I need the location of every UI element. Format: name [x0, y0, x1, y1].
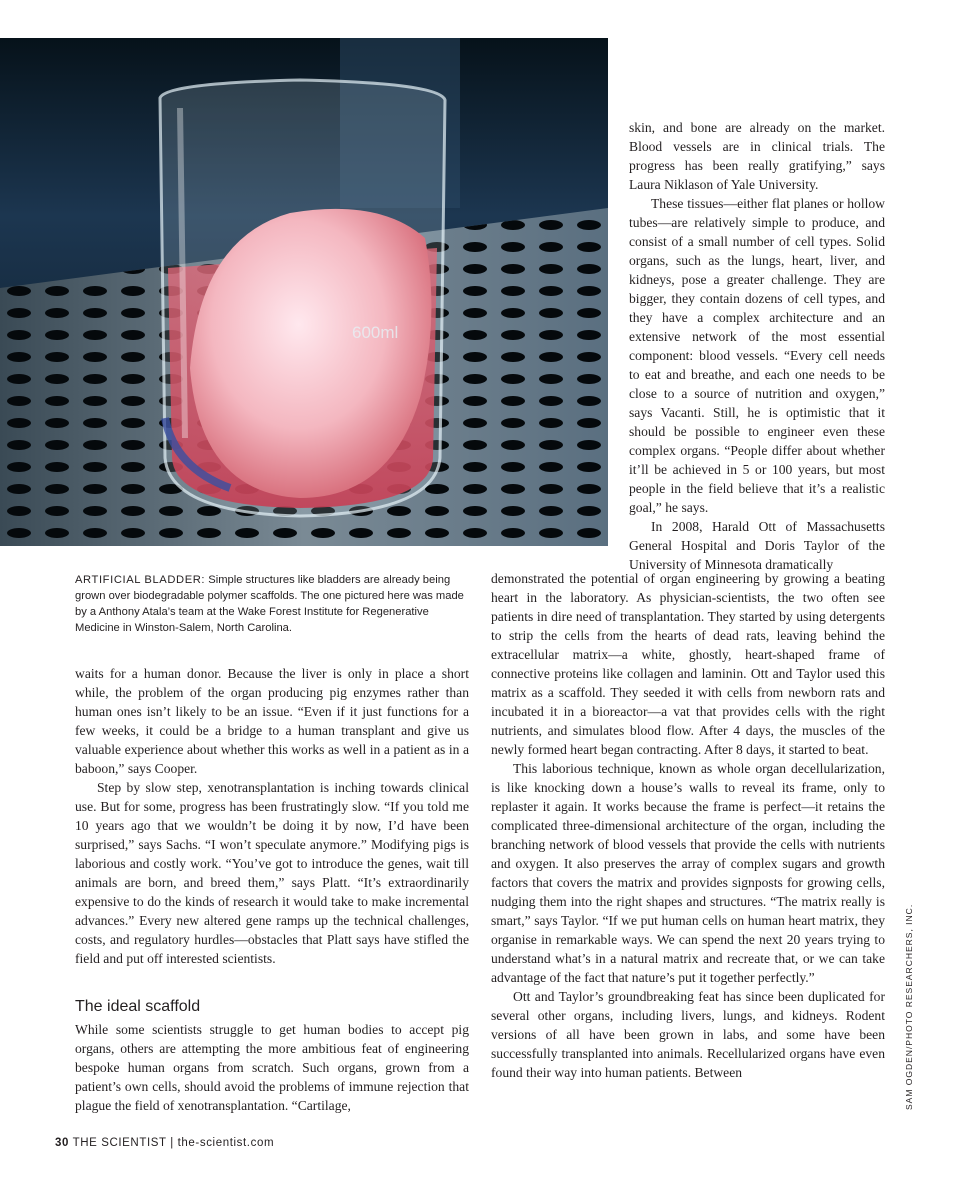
paragraph: These tissues—either flat planes or hollow tubes—are relatively simple to produce, and consist of a small number of cell types. Solid organs, such as the lungs, heart, liver, and kidneys, pose a greater challenge. They are bigger, they contain dozens of cell types, and they have a complex architecture and an extensive network of the most essential component: blood vessels. “Every cell needs to eat and breathe, and each one needs to be close to a source of nutrition and oxygen,” says Vacanti. Still, he is optimistic that it should be possible to engineer even these complex organs. “People differ about whether it’ll be achieved in 5 or 100 years, but most people in the field believe that it’s a realistic goal,” he says.: [629, 196, 885, 515]
paragraph: demonstrated the potential of organ engineering by growing a beating heart in the laboratory. As physician-scientists, the two often see patients in dire need of transplantation. They started by using detergents to strip the cells from the hearts of dead rats, leaving behind the extracellular matrix—a white, ghostly, heart-shaped frame of connective proteins like collagen and laminin. Ott and Taylor used this matrix as a scaffold. They seeded it with cells from newborn rats and incubated it in a bioreactor—a vat that provides cells with the right nutrients, and simulates blood flow. After 4 days, the muscles of the newly formed heart began contracting. After 8 days, it started to beat.: [491, 571, 885, 757]
article-photo: [0, 38, 608, 546]
page-footer: [55, 1137, 274, 1149]
photo-credit: SAM OGDEN/PHOTO RESEARCHERS, INC.: [904, 903, 914, 1110]
photo-caption: [75, 572, 475, 636]
magazine-name: THE SCIENTIST: [72, 1137, 167, 1149]
caption-text: Simple structures like bladders are already being grown over biodegradable polymer scaffolds. The one pictured here was made by a Anthony Atala’s team at the Wake Forest Institute for Regenerative Medicine in Winston-Salem, North Carolina.: [75, 574, 464, 634]
footer-separator: |: [170, 1137, 174, 1149]
beaker-marking: 600ml: [352, 323, 399, 342]
website-link[interactable]: the-scientist.com: [177, 1137, 275, 1149]
section-subhead: The ideal scaffold: [75, 998, 201, 1015]
left-column-lower: [75, 1020, 469, 1115]
right-column-narrow: [629, 118, 885, 574]
caption-lead: ARTIFICIAL BLADDER:: [75, 574, 206, 586]
paragraph: While some scientists struggle to get human bodies to accept pig organs, others are attempting the more ambitious feat of engineering bespoke human organs from scratch. Such organs, grown from a patient’s own cells, should avoid the problems of immune rejection that plague the field of xenotransplantation. “Cartilage,: [75, 1022, 469, 1113]
paragraph: Step by slow step, xenotransplantation is inching towards clinical use. But for some, progress has been frustratingly slow. “If you told me 10 years ago that we wouldn’t be doing it by now, I’d have been surprised,” says Sachs. “I won’t speculate anymore.” Modifying pigs is laborious and costly work. “You’ve got to introduce the genes, wait till animals are born, and breed them,” says Platt. “It’s extraordinarily expensive to do the kinds of research it would take to make incremental advances.” Every new altered gene ramps up the technical challenges, costs, and regulatory hurdles—obstacles that Platt says have stifled the field and put off interested scientists.: [75, 780, 469, 966]
bladder-photo-illustration: [0, 38, 608, 546]
left-column-upper: [75, 664, 469, 968]
right-column-wide: [491, 569, 885, 1082]
paragraph: In 2008, Harald Ott of Massachusetts General Hospital and Doris Taylor of the University of Minnesota dramatically: [629, 519, 885, 572]
paragraph: This laborious technique, known as whole organ decellularization, is like knocking down a house’s walls to reveal its frame, only to replaster it again. It works because the frame is perfect—it retains the complicated three-dimensional architecture of the organ, including the branching network of blood vessels that provide the cells with nutrients and oxygen. It also preserves the array of complex sugars and growth factors that covers the matrix and provides signposts for growing cells, nudging them into the right shapes and structures. “The matrix really is smart,” says Taylor. “If we put human cells on human heart matrix, they organise in remarkable ways. We can spend the next 20 years trying to understand what’s in a natural matrix and recreate that, or we can take advantage of the fact that nature’s put it together perfectly.”: [491, 761, 885, 985]
paragraph: Ott and Taylor’s groundbreaking feat has since been duplicated for several other organs, including livers, lungs, and kidneys. Rodent versions of all have been grown in labs, and some have been successfully transplanted into animals. Recellularized organs have even found their way into human patients. Between: [491, 989, 885, 1080]
paragraph: waits for a human donor. Because the liver is only in place a short while, the problem of the organ producing pig enzymes rather than human ones isn’t likely to be an issue. “Even if it just functions for a few weeks, it could be a bridge to a human transplant and give us valuable experience about whether this works as well in a patient as in a baboon,” says Cooper.: [75, 666, 469, 776]
page-number: 30: [55, 1137, 69, 1149]
paragraph: skin, and bone are already on the market. Blood vessels are in clinical trials. The progress has been really gratifying,” says Laura Niklason of Yale University.: [629, 120, 885, 192]
